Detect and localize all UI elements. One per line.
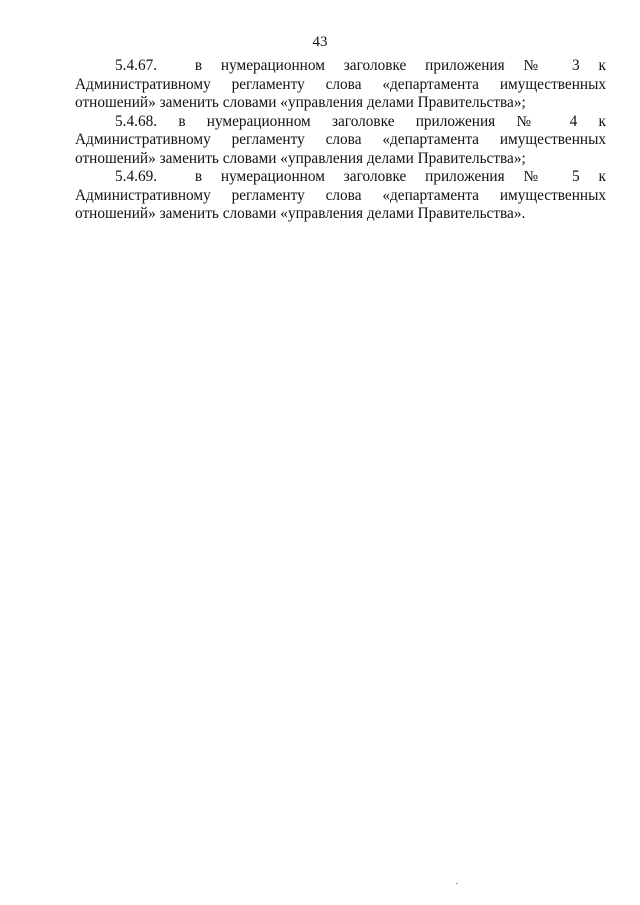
paragraph-text: в нумерационном заголовке приложения № 3 к Административному регламенту слова «департамента имущественных отношений» заменить словами «управления делами Правительства»; [75, 57, 606, 111]
paragraph-number: 5.4.67. [115, 57, 158, 74]
paragraph-number: 5.4.68. [115, 112, 158, 130]
paragraph-text: в нумерационном заголовке приложения № 5 к Административному регламенту слова «департамента имущественных отношений» заменить словами «управления делами Правительства». [75, 168, 606, 222]
page-number: 43 [312, 34, 328, 50]
paragraph-5-4-67 [75, 57, 606, 113]
document-body [75, 57, 606, 224]
paragraph-5-4-68 [75, 113, 606, 169]
paragraph-5-4-69 [75, 168, 606, 224]
scan-speck [456, 883, 458, 884]
paragraph-text: в нумерационном заголовке приложения № 4 к Административному регламенту слова «департамента имущественных отношений» заменить словами «управления делами Правительства»; [75, 112, 606, 167]
paragraph-number: 5.4.69. [115, 168, 158, 185]
